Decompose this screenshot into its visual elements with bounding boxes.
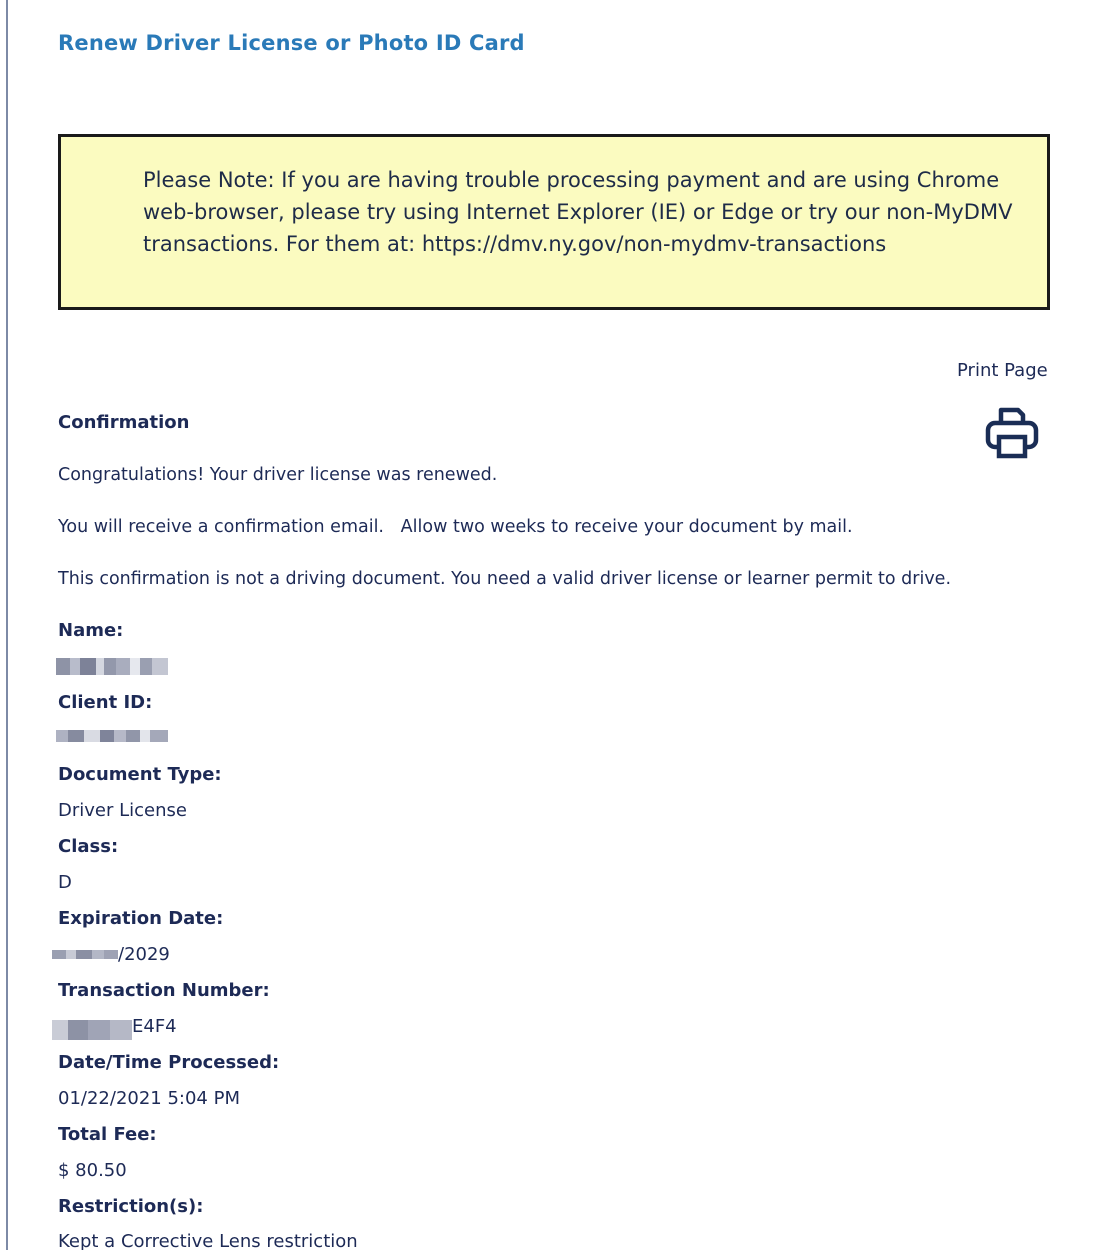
restrictions-label: Restriction(s): xyxy=(58,1196,204,1217)
class-label: Class: xyxy=(58,836,119,857)
date-time-processed-value: 01/22/2021 5:04 PM xyxy=(58,1088,240,1109)
client-id-value-redacted xyxy=(56,730,168,742)
transaction-number-value: E4F4 xyxy=(132,1016,177,1037)
total-fee-value: $ 80.50 xyxy=(58,1160,127,1181)
document-type-label: Document Type: xyxy=(58,764,222,785)
class-value: D xyxy=(58,872,72,893)
transaction-number-redacted xyxy=(52,1020,132,1040)
date-time-processed-label: Date/Time Processed: xyxy=(58,1052,280,1073)
document-type-value: Driver License xyxy=(58,800,187,821)
confirmation-message-email: You will receive a confirmation email. Allow two weeks to receive your document by mail. xyxy=(58,517,853,537)
name-value-redacted xyxy=(56,658,168,675)
total-fee-label: Total Fee: xyxy=(58,1124,157,1145)
client-id-label: Client ID: xyxy=(58,692,153,713)
left-border xyxy=(6,0,8,1250)
expiration-date-redacted xyxy=(52,950,118,959)
restrictions-value: Kept a Corrective Lens restriction xyxy=(58,1231,358,1250)
notice-text: Please Note: If you are having trouble processing payment and are using Chrome web-browser, please try using Internet Explorer (IE) or Edge or try our non-MyDMV transactions. For them at: https://dmv.ny.gov/non-mydmv-transactions xyxy=(143,168,1013,256)
page-title: Renew Driver License or Photo ID Card xyxy=(58,31,525,55)
confirmation-message-renewed: Congratulations! Your driver license was renewed. xyxy=(58,465,498,485)
expiration-date-value: /2029 xyxy=(118,944,170,965)
name-label: Name: xyxy=(58,620,124,641)
printer-icon[interactable] xyxy=(984,404,1040,460)
transaction-number-label: Transaction Number: xyxy=(58,980,270,1001)
notice-box xyxy=(58,134,1050,310)
expiration-date-label: Expiration Date: xyxy=(58,908,224,929)
confirmation-message-disclaimer: This confirmation is not a driving document. You need a valid driver license or learner permit to drive. xyxy=(58,569,952,589)
confirmation-heading: Confirmation xyxy=(58,412,190,433)
print-page-link[interactable]: Print Page xyxy=(957,360,1048,381)
